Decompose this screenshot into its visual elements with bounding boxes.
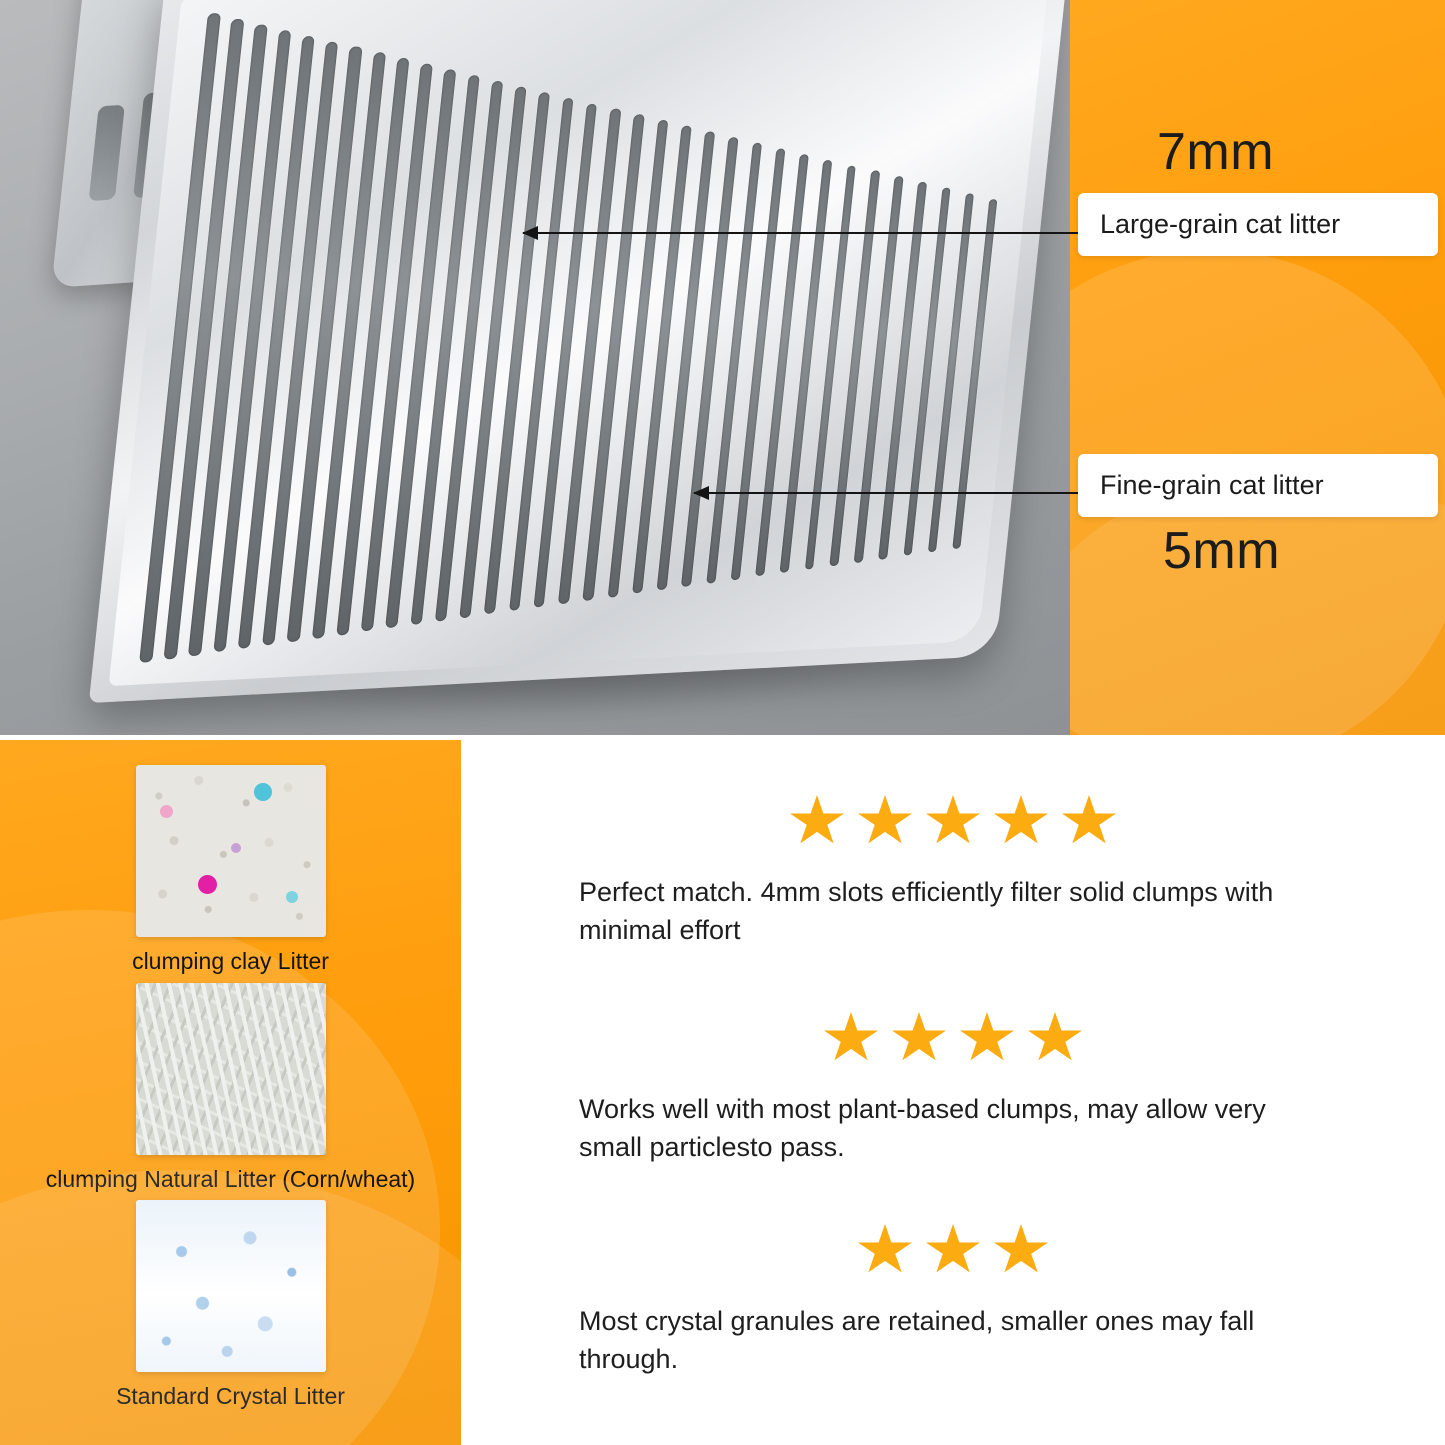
star-icon [824,1012,878,1064]
reviews-panel [461,740,1445,1445]
fine-grain-callout: Fine-grain cat litter [1078,454,1438,517]
litter-type-caption: Standard Crystal Litter [116,1383,345,1409]
scoop-plate [89,0,1070,703]
decor-dot [254,783,272,801]
scoop-slot [854,176,904,562]
large-grain-size-label: 7mm [1157,123,1275,181]
scoop-slot [928,193,974,552]
star-icon [892,1012,946,1064]
review-text: Most crystal granules are retained, smaller ones may fall through. [579,1306,1255,1375]
review-item [461,795,1445,950]
review-item [461,1224,1445,1379]
star-icon [994,1224,1048,1276]
list-item [0,1200,461,1410]
star-icon [926,1224,980,1276]
arrow-head-icon [693,486,709,500]
list-item [0,983,461,1193]
star-icon [858,1224,912,1276]
star-icon [994,795,1048,847]
natural-litter-thumbnail [136,983,326,1155]
decor-dot [160,805,173,818]
scoop-slot [804,165,856,569]
natural-litter-texture [136,983,326,1155]
decor-dot [198,875,217,894]
scoop-inner [109,0,1052,686]
star-icon [926,795,980,847]
fine-grain-size-label: 5mm [1163,522,1281,580]
large-grain-callout: Large-grain cat litter [1078,193,1438,256]
scoop-slot [780,160,833,574]
review-text: Works well with most plant-based clumps, may allow very small particlesto pass. [579,1094,1266,1163]
decor-dot [286,891,298,903]
crystal-litter-thumbnail [136,1200,326,1372]
arrow-head-icon [522,226,538,240]
clay-litter-texture [136,765,326,937]
crystal-litter-texture [136,1200,326,1372]
star-icon [790,795,844,847]
rating-stars [461,1012,1445,1070]
litter-type-caption: clumping Natural Litter (Corn/wheat) [45,1166,416,1192]
scoop-illustration [60,0,1070,720]
clay-litter-thumbnail [136,765,326,937]
star-icon [960,1012,1014,1064]
star-icon [1028,1012,1082,1064]
rating-stars [461,1224,1445,1282]
star-icon [1062,795,1116,847]
scoop-slot [829,171,880,566]
top-orange-band [1070,0,1445,735]
scoop-slot [878,182,926,559]
litter-types-panel [0,740,461,1445]
litter-scoop-photo [0,0,1070,735]
decor-dot [231,843,241,853]
rating-stars [461,795,1445,853]
list-item [0,765,461,975]
review-text: Perfect match. 4mm slots efficiently filter solid clumps with minimal effort [579,877,1274,946]
star-icon [858,795,912,847]
scoop-slots [109,0,1052,686]
large-grain-leader-line [523,232,1079,234]
review-item [461,1012,1445,1167]
fine-grain-leader-line [694,492,1079,494]
litter-type-caption: clumping clay Litter [132,948,329,974]
scoop-slot [903,188,950,556]
